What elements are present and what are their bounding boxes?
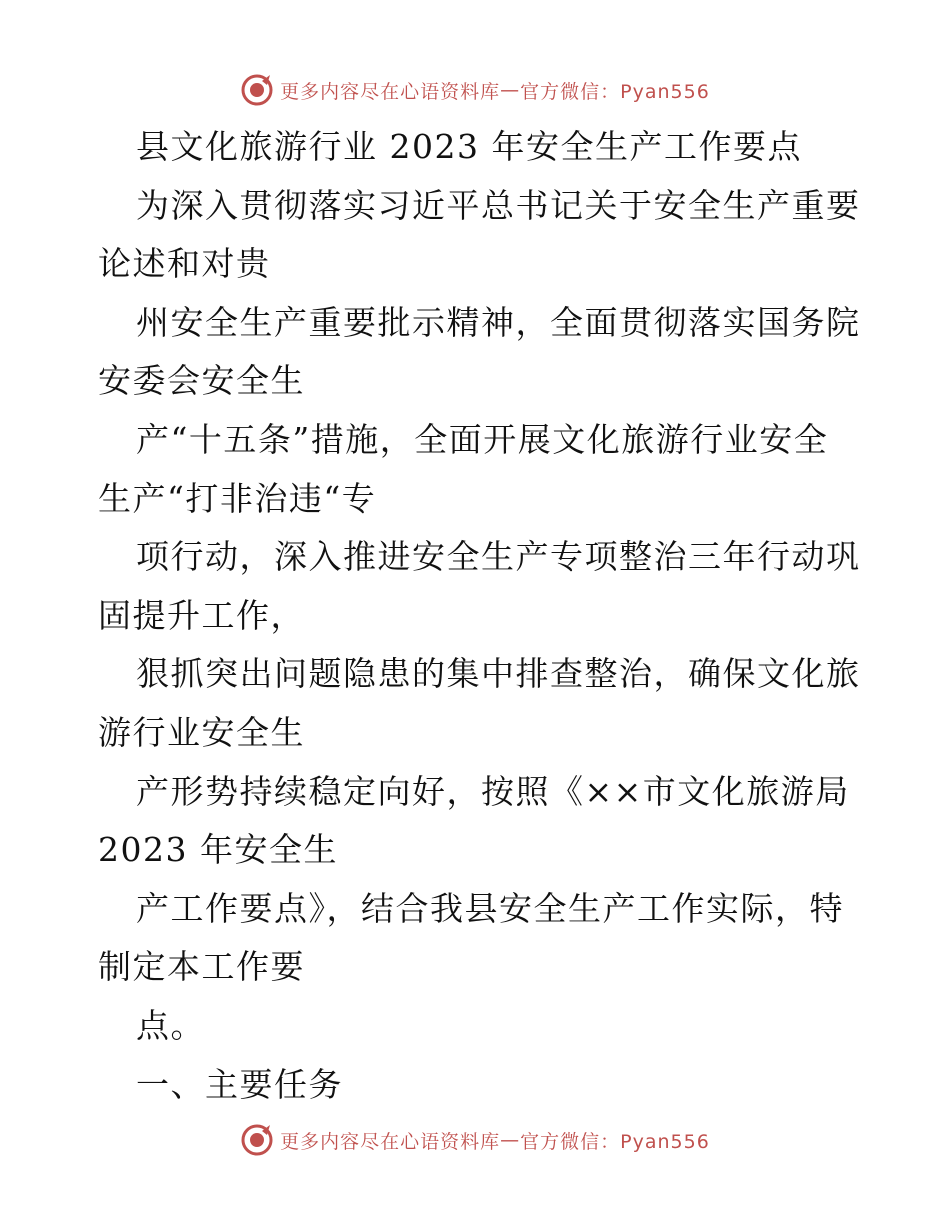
doc-line: 产形势持续稳定向好，按照《××市文化旅游局 [136, 771, 850, 811]
document-body [98, 118, 861, 1114]
section-heading: 一、主要任务 [136, 1064, 343, 1104]
watermark-separator: — [500, 1129, 521, 1151]
doc-line: 为深入贯彻落实习近平总书记关于安全生产重要 [136, 185, 861, 225]
doc-line: 产工作要点》，结合我县安全生产工作实际，特 [136, 888, 844, 928]
brand-logo-icon [240, 73, 274, 107]
doc-line: 产“十五条”措施，全面开展文化旅游行业安全 [136, 419, 829, 459]
doc-line: 游行业安全生 [98, 712, 305, 752]
watermark-wechat: 官方微信：Pyan556 [520, 80, 710, 103]
watermark-wechat: 官方微信：Pyan556 [520, 1130, 710, 1153]
watermark-text: 更多内容尽在心语资料库 [280, 1130, 501, 1153]
doc-line: 2023 年安全生 [98, 830, 338, 870]
doc-line: 制定本工作要 [98, 947, 305, 987]
brand-logo-icon [240, 1123, 274, 1157]
doc-line: 论述和对贵 [98, 244, 271, 284]
doc-line: 固提升工作， [98, 595, 305, 635]
doc-line: 项行动，深入推进安全生产专项整治三年行动巩 [136, 537, 861, 577]
doc-line: 安委会安全生 [98, 361, 305, 401]
doc-line: 点。 [136, 1005, 205, 1045]
watermark-text: 更多内容尽在心语资料库 [280, 80, 501, 103]
doc-line: 生产“打非治违“专 [98, 478, 377, 518]
footer-watermark [0, 1120, 950, 1160]
doc-line: 狠抓突出问题隐患的集中排查整治，确保文化旅 [136, 654, 861, 694]
doc-line: 州安全生产重要批示精神，全面贯彻落实国务院 [136, 302, 861, 342]
doc-line: 县文化旅游行业 2023 年安全生产工作要点 [136, 127, 802, 166]
watermark-separator: — [500, 79, 521, 101]
header-watermark [0, 70, 950, 110]
